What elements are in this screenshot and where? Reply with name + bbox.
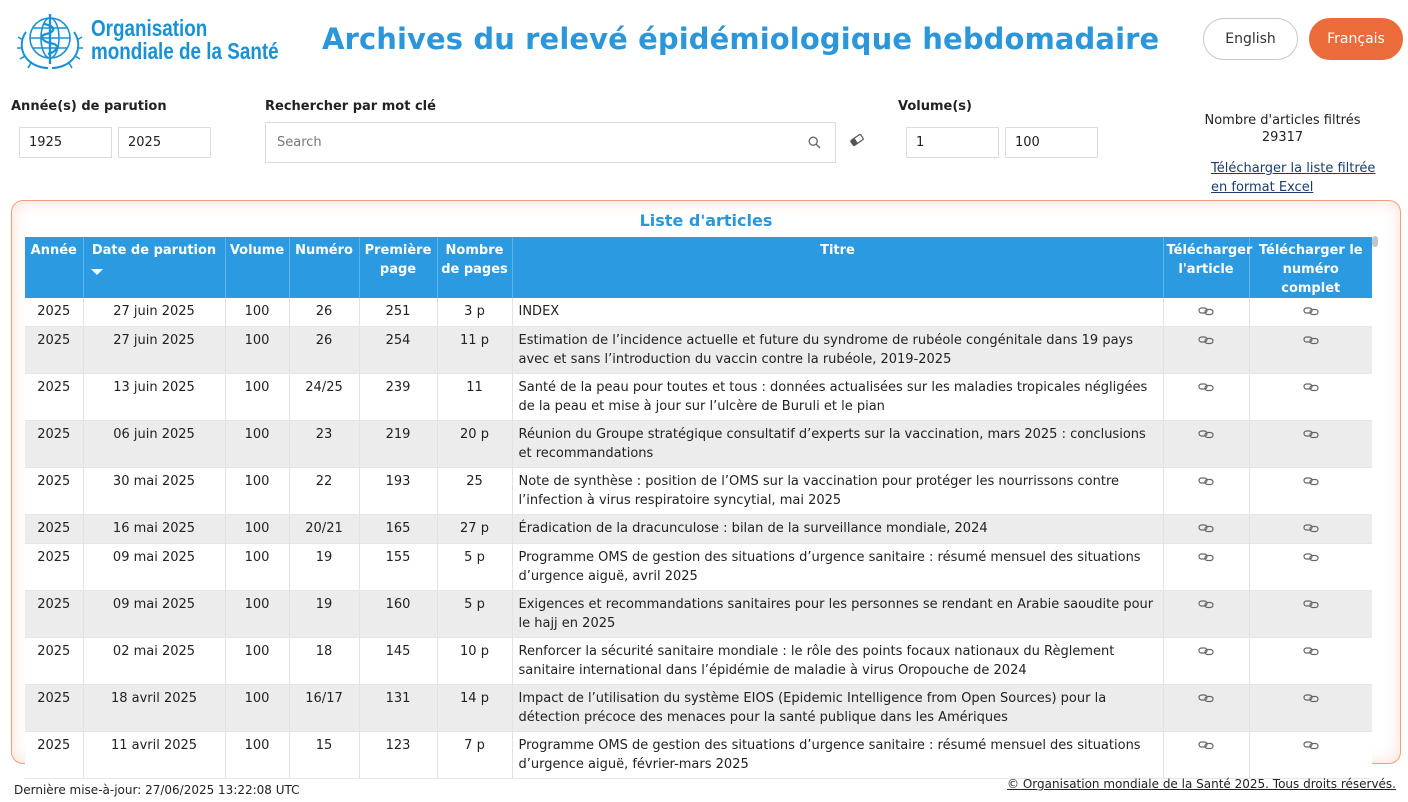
- cell-number: 19: [289, 544, 359, 591]
- cell-volume: 100: [225, 591, 289, 638]
- cell-download-article-link: [1163, 638, 1249, 685]
- link-icon[interactable]: [1198, 426, 1214, 436]
- cell-year: 2025: [25, 298, 83, 327]
- link-icon[interactable]: [1303, 303, 1319, 313]
- table-row: [25, 591, 1372, 638]
- link-icon[interactable]: [1303, 549, 1319, 559]
- table-body: [25, 298, 1372, 779]
- cell-date: 13 juin 2025: [83, 374, 225, 421]
- table-scrollbar-thumb[interactable]: [1372, 236, 1378, 247]
- cell-download-issue-link: [1249, 298, 1372, 327]
- link-icon[interactable]: [1303, 332, 1319, 342]
- column-header-date[interactable]: Date de parution: [83, 237, 225, 298]
- link-icon[interactable]: [1303, 596, 1319, 606]
- cell-title: Exigences et recommandations sanitaires pour les personnes se rendant en Arabie saoudite pour le hajj en 2025: [512, 591, 1163, 638]
- cell-number: 19: [289, 591, 359, 638]
- cell-year: 2025: [25, 327, 83, 374]
- cell-download-issue-link: [1249, 374, 1372, 421]
- article-table: [25, 237, 1372, 779]
- cell-date: 16 mai 2025: [83, 515, 225, 544]
- cell-date: 09 mai 2025: [83, 544, 225, 591]
- page-title: Archives du relevé épidémiologique hebdomadaire: [322, 22, 1160, 56]
- link-icon[interactable]: [1303, 520, 1319, 530]
- cell-volume: 100: [225, 421, 289, 468]
- cell-download-issue-link: [1249, 515, 1372, 544]
- cell-download-issue-link: [1249, 468, 1372, 515]
- cell-download-article-link: [1163, 685, 1249, 732]
- column-header-number[interactable]: Numéro: [289, 237, 359, 298]
- cell-volume: 100: [225, 732, 289, 779]
- link-icon[interactable]: [1198, 690, 1214, 700]
- cell-page-count: 10 p: [437, 638, 512, 685]
- filtered-count-value: 29317: [1261, 130, 1304, 145]
- cell-year: 2025: [25, 421, 83, 468]
- cell-number: 26: [289, 298, 359, 327]
- search-label: Rechercher par mot clé: [265, 99, 436, 114]
- cell-year: 2025: [25, 732, 83, 779]
- cell-year: 2025: [25, 468, 83, 515]
- cell-first-page: 155: [359, 544, 437, 591]
- cell-first-page: 165: [359, 515, 437, 544]
- cell-date: 09 mai 2025: [83, 591, 225, 638]
- cell-number: 15: [289, 732, 359, 779]
- cell-volume: 100: [225, 374, 289, 421]
- cell-page-count: 3 p: [437, 298, 512, 327]
- link-icon[interactable]: [1303, 737, 1319, 747]
- cell-number: 16/17: [289, 685, 359, 732]
- filtered-count: [1195, 112, 1370, 146]
- cell-first-page: 251: [359, 298, 437, 327]
- cell-number: 18: [289, 638, 359, 685]
- table-row: [25, 515, 1372, 544]
- cell-first-page: 145: [359, 638, 437, 685]
- cell-year: 2025: [25, 591, 83, 638]
- cell-download-issue-link: [1249, 421, 1372, 468]
- link-icon[interactable]: [1198, 379, 1214, 389]
- cell-year: 2025: [25, 515, 83, 544]
- cell-page-count: 25: [437, 468, 512, 515]
- link-icon[interactable]: [1198, 737, 1214, 747]
- link-icon[interactable]: [1198, 643, 1214, 653]
- cell-download-issue-link: [1249, 732, 1372, 779]
- cell-download-issue-link: [1249, 327, 1372, 374]
- volume-to-input[interactable]: [1005, 127, 1098, 158]
- link-icon[interactable]: [1198, 596, 1214, 606]
- link-icon[interactable]: [1198, 520, 1214, 530]
- column-header-volume[interactable]: Volume: [225, 237, 289, 298]
- cell-page-count: 11 p: [437, 327, 512, 374]
- search-icon[interactable]: [808, 136, 821, 149]
- who-emblem-icon: [12, 10, 88, 74]
- column-header-title[interactable]: Titre: [512, 237, 1163, 298]
- download-excel-link[interactable]: [1211, 159, 1381, 197]
- table-row: [25, 374, 1372, 421]
- table-row: [25, 327, 1372, 374]
- link-icon[interactable]: [1198, 332, 1214, 342]
- link-icon[interactable]: [1198, 303, 1214, 313]
- cell-download-issue-link: [1249, 591, 1372, 638]
- column-header-first-page[interactable]: Première page: [359, 237, 437, 298]
- cell-number: 24/25: [289, 374, 359, 421]
- table-header-row: [25, 237, 1372, 298]
- filtered-count-label: Nombre d'articles filtrés: [1204, 113, 1361, 128]
- cell-title: Réunion du Groupe stratégique consultatif d’experts sur la vaccination, mars 2025 : conclusions et recommandations: [512, 421, 1163, 468]
- cell-page-count: 27 p: [437, 515, 512, 544]
- cell-title: Estimation de l’incidence actuelle et future du syndrome de rubéole congénitale dans 19 pays avec et sans l’introduction du vaccin contre la rubéole, 2019-2025: [512, 327, 1163, 374]
- table-row: [25, 732, 1372, 779]
- logo-line1: Organisation: [91, 15, 208, 41]
- column-header-year[interactable]: Année: [25, 237, 83, 298]
- cell-volume: 100: [225, 468, 289, 515]
- cell-first-page: 239: [359, 374, 437, 421]
- cell-download-article-link: [1163, 591, 1249, 638]
- cell-date: 30 mai 2025: [83, 468, 225, 515]
- cell-first-page: 123: [359, 732, 437, 779]
- copyright-link[interactable]: © Organisation mondiale de la Santé 2025. Tous droits réservés.: [1007, 777, 1396, 791]
- cell-volume: 100: [225, 298, 289, 327]
- cell-volume: 100: [225, 515, 289, 544]
- table-row: [25, 544, 1372, 591]
- cell-date: 06 juin 2025: [83, 421, 225, 468]
- cell-first-page: 254: [359, 327, 437, 374]
- link-icon[interactable]: [1198, 473, 1214, 483]
- cell-title: Note de synthèse : position de l’OMS sur la vaccination pour protéger les nourrissons contre l’infection à virus respiratoire syncytial, mai 2025: [512, 468, 1163, 515]
- cell-first-page: 219: [359, 421, 437, 468]
- eraser-icon[interactable]: [849, 133, 865, 147]
- link-icon[interactable]: [1303, 379, 1319, 389]
- link-icon[interactable]: [1303, 643, 1319, 653]
- column-header-download-issue[interactable]: Télécharger le numéro complet: [1249, 237, 1372, 298]
- cell-title: Renforcer la sécurité sanitaire mondiale : le rôle des points focaux nationaux du Règlement sanitaire international dans l’épidémie de maladie à virus Oropouche de 2024: [512, 638, 1163, 685]
- cell-number: 22: [289, 468, 359, 515]
- cell-download-article-link: [1163, 732, 1249, 779]
- cell-page-count: 14 p: [437, 685, 512, 732]
- table-row: [25, 638, 1372, 685]
- link-icon[interactable]: [1303, 690, 1319, 700]
- column-header-page-count[interactable]: Nombre de pages: [437, 237, 512, 298]
- cell-title: Programme OMS de gestion des situations d’urgence sanitaire : résumé mensuel des situations d’urgence aiguë, avril 2025: [512, 544, 1163, 591]
- cell-first-page: 193: [359, 468, 437, 515]
- search-input[interactable]: [266, 123, 796, 162]
- table-row: [25, 298, 1372, 327]
- who-logo[interactable]: [12, 10, 279, 74]
- cell-volume: 100: [225, 685, 289, 732]
- logo-line2: mondiale de la Santé: [91, 38, 279, 64]
- cell-download-issue-link: [1249, 544, 1372, 591]
- table-row: [25, 421, 1372, 468]
- excel-link-line2: en format Excel: [1211, 180, 1314, 195]
- cell-title: Santé de la peau pour toutes et tous : données actualisées sur les maladies tropicales négligées de la peau et mise à jour sur l’ulcère de Buruli et le pian: [512, 374, 1163, 421]
- cell-first-page: 131: [359, 685, 437, 732]
- cell-first-page: 160: [359, 591, 437, 638]
- cell-title: INDEX: [512, 298, 1163, 327]
- cell-number: 23: [289, 421, 359, 468]
- cell-title: Éradication de la dracunculose : bilan de la surveillance mondiale, 2024: [512, 515, 1163, 544]
- link-icon[interactable]: [1303, 473, 1319, 483]
- article-table-container[interactable]: [25, 237, 1372, 772]
- cell-volume: 100: [225, 544, 289, 591]
- cell-volume: 100: [225, 327, 289, 374]
- cell-download-issue-link: [1249, 638, 1372, 685]
- article-list-title: Liste d'articles: [639, 211, 773, 230]
- cell-date: 27 juin 2025: [83, 298, 225, 327]
- link-icon[interactable]: [1198, 549, 1214, 559]
- cell-number: 20/21: [289, 515, 359, 544]
- table-row: [25, 685, 1372, 732]
- cell-date: 18 avril 2025: [83, 685, 225, 732]
- cell-year: 2025: [25, 685, 83, 732]
- language-english-button[interactable]: English: [1203, 18, 1298, 60]
- year-to-input[interactable]: [118, 127, 211, 158]
- cell-number: 26: [289, 327, 359, 374]
- cell-date: 02 mai 2025: [83, 638, 225, 685]
- cell-page-count: 7 p: [437, 732, 512, 779]
- last-updated: Dernière mise-à-jour: 27/06/2025 13:22:08 UTC: [14, 783, 300, 797]
- year-filter-label: Année(s) de parution: [11, 99, 167, 114]
- cell-title: Programme OMS de gestion des situations d’urgence sanitaire : résumé mensuel des situations d’urgence aiguë, février-mars 2025: [512, 732, 1163, 779]
- cell-page-count: 11: [437, 374, 512, 421]
- year-from-input[interactable]: [19, 127, 112, 158]
- link-icon[interactable]: [1303, 426, 1319, 436]
- cell-page-count: 5 p: [437, 591, 512, 638]
- cell-download-article-link: [1163, 374, 1249, 421]
- table-row: [25, 468, 1372, 515]
- who-logo-text: [91, 17, 279, 63]
- cell-download-article-link: [1163, 421, 1249, 468]
- cell-page-count: 20 p: [437, 421, 512, 468]
- cell-title: Impact de l’utilisation du système EIOS (Epidemic Intelligence from Open Sources) pour la détection précoce des menaces pour la santé publique dans les Amériques: [512, 685, 1163, 732]
- cell-year: 2025: [25, 544, 83, 591]
- sort-descending-icon[interactable]: [91, 269, 103, 275]
- cell-date: 11 avril 2025: [83, 732, 225, 779]
- search-box: [265, 122, 836, 163]
- cell-download-article-link: [1163, 544, 1249, 591]
- cell-download-article-link: [1163, 298, 1249, 327]
- cell-volume: 100: [225, 638, 289, 685]
- column-header-download-article[interactable]: Télécharger l'article: [1163, 237, 1249, 298]
- volume-from-input[interactable]: [906, 127, 999, 158]
- cell-page-count: 5 p: [437, 544, 512, 591]
- language-french-button[interactable]: Français: [1309, 18, 1403, 60]
- cell-download-issue-link: [1249, 685, 1372, 732]
- volume-filter-label: Volume(s): [898, 99, 972, 114]
- cell-download-article-link: [1163, 515, 1249, 544]
- cell-download-article-link: [1163, 468, 1249, 515]
- cell-date: 27 juin 2025: [83, 327, 225, 374]
- excel-link-line1: Télécharger la liste filtrée: [1211, 161, 1376, 176]
- article-list-panel: [11, 200, 1401, 772]
- cell-download-article-link: [1163, 327, 1249, 374]
- cell-year: 2025: [25, 638, 83, 685]
- cell-year: 2025: [25, 374, 83, 421]
